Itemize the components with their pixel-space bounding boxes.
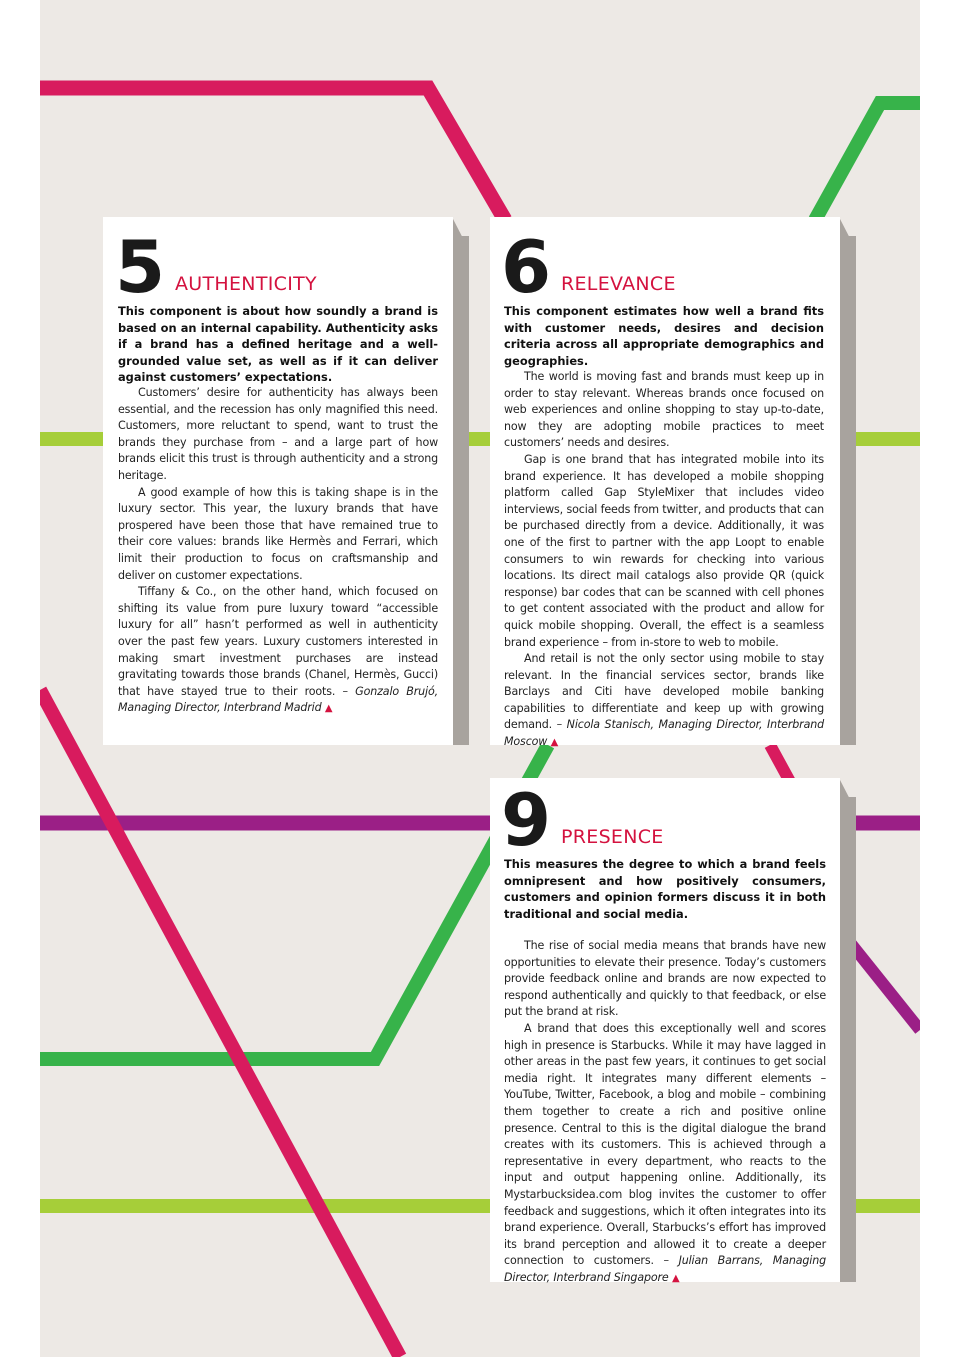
section-title: PRESENCE <box>561 826 664 848</box>
paragraph: The world is moving fast and brands must keep up in order to stay relevant. Whereas brands once focused on web experiences and online shopping to stay up-to-date, now they are adopting mobile practices to meet customers’ needs and desires. <box>504 370 824 450</box>
paragraph: Gap is one brand that has integrated mobile into its brand experience. It has developed a mobile shopping platform called Gap StyleMixer that includes video interviews, social feeds from twitter, and products that can be purchased directly from a device. Additionally, it was one of the first to partner with the app Loopt to enable consumers to win rewards for checking into various locations. Its direct mail catalogs also provide QR (quick response) bar codes that can be scanned with cell phones to get content associated with the product and allow for quick mobile shopping. Overall, the effect is a seamless brand experience – from in-store to web to mobile. <box>504 452 824 649</box>
attribution: – Nicola Stanisch, Managing Director, Interbrand Moscow <box>504 718 824 749</box>
attribution: – Gonzalo Brujó, Managing Director, Interbrand Madrid <box>118 684 438 715</box>
paragraph: The rise of social media means that brands have new opportunities to elevate their presence. Today’s customers provide feedback online and brands are now expected to respond authentically and quickly to that feedback, or else put the brand at risk. <box>504 939 826 1019</box>
section-number: 6 <box>501 225 550 309</box>
paragraph: A good example of how this is taking shape is in the luxury sector. This year, the luxury brands that have prospered have been those that have remained true to their core values: brands like Hermès and Ferrari, which limit their production to focus on craftsmanship and deliver on customer expectations. <box>118 485 438 582</box>
section-lead: This measures the degree to which a brand feels omnipresent and how positively consumers, customers and opinion formers discuss it in both traditional and social media. <box>504 857 826 921</box>
section-lead: This component estimates how well a brand fits with customer needs, desires and decision criteria across all appropriate demographics and geographies. <box>504 304 824 368</box>
section-lead: This component is about how soundly a brand is based on an internal capability. Authenticity asks if a brand has a defined heritage and a well-grounded value set, as well as if it can deliver against customers’ expectations. <box>118 304 438 385</box>
paragraph: Customers’ desire for authenticity has always been essential, and the recession has only magnified this need. Customers, more reluctant to spend, want to trust the brands they purchase from – and a large part of how brands elicit this trust is through authenticity and a strong heritage. <box>118 386 438 482</box>
section-body <box>504 938 826 1287</box>
paragraph-text: A brand that does this exceptionally well and scores high in presence is Starbucks. While it may have lagged in other areas in the past few years, it continues to get social media right. It integrates many different elements – YouTube, Twitter, Facebook, a blog and mobile – combining them together to create a rich and positive online presence. Central to this is the digital dialogue the brand creates with its customers. This is achieved through a representative in every department, who reacts to the input and output happening online. Additionally, its Mystarbucksidea.com blog invites the customer to offer feedback and suggestions, which it often integrates into its brand experience. Overall, Starbucks’s effort has improved its brand perception and allowed it to create a deeper connection to customers. <box>504 1021 826 1268</box>
triangle-icon: ▲ <box>671 1272 680 1284</box>
section-title: AUTHENTICITY <box>175 273 317 295</box>
section-number: 9 <box>501 778 550 862</box>
triangle-icon: ▲ <box>550 737 559 749</box>
attribution: – Julian Barrans, Managing Director, Interbrand Singapore <box>504 1254 826 1284</box>
section-number: 5 <box>115 225 164 309</box>
card-presence <box>490 778 840 1282</box>
paragraph-text: Tiffany & Co., on the other hand, which focused on shifting its value from pure luxury toward “accessible luxury for all” hasn’t performed as well in authenticity over the past few years. Luxury customers interested in making smart investment purchases are instead gravitating towards those brands (Chanel, Hermès, Gucci) that have stayed true to their roots. <box>118 585 438 698</box>
paragraph <box>504 1021 826 1288</box>
section-title: RELEVANCE <box>561 273 676 295</box>
triangle-icon: ▲ <box>324 703 333 715</box>
paragraph-text: And retail is not the only sector using mobile to stay relevant. In the financial services sector, brands like Barclays and Citi have developed mobile banking capabilities to differentiate and keep up with growing demand. <box>504 652 824 732</box>
